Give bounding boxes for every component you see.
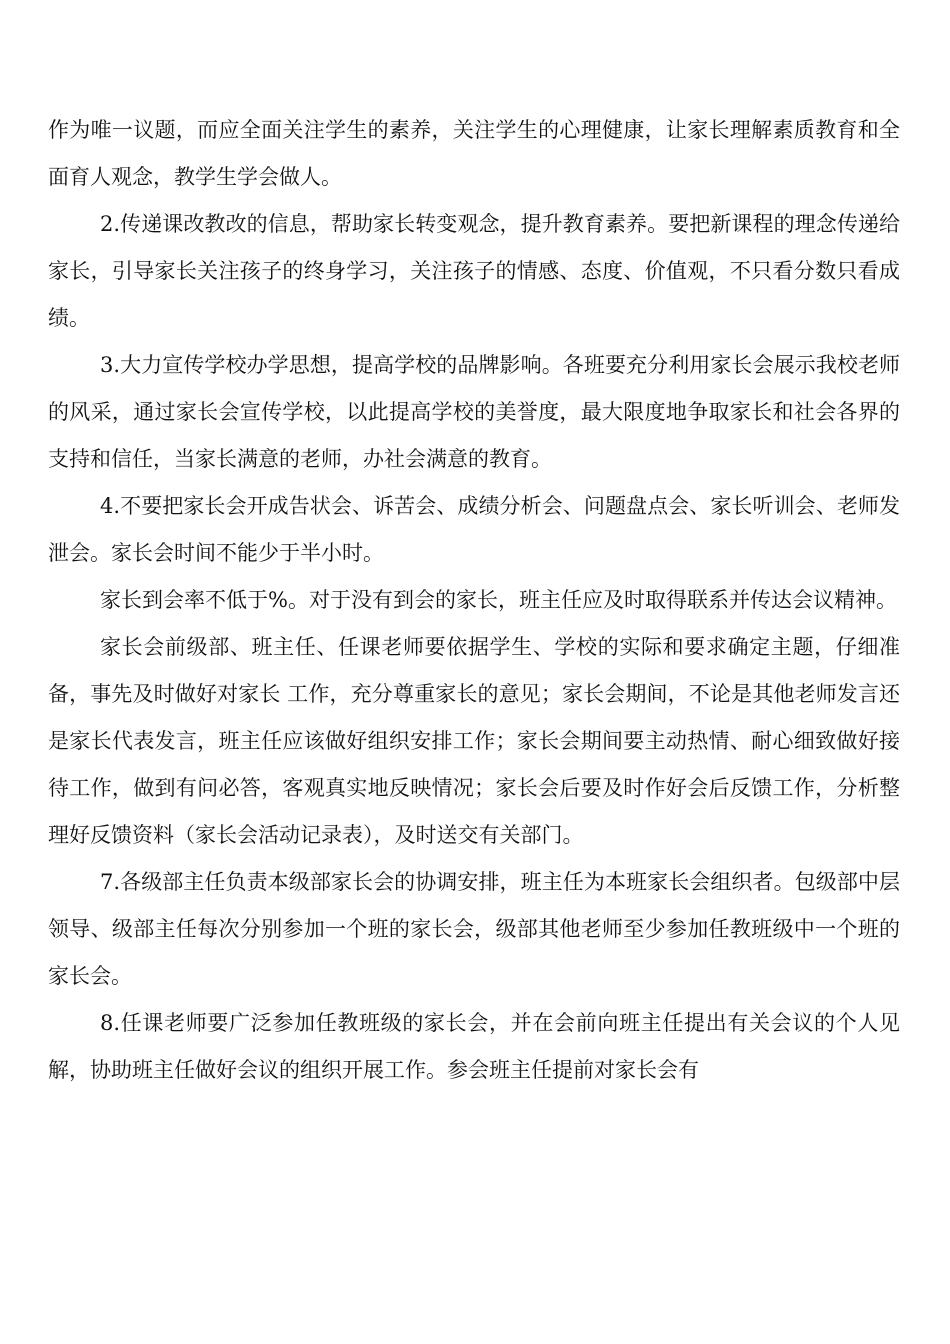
paragraph-5: 家长到会率不低于%。对于没有到会的家长，班主任应及时取得联系并传达会议精神。 <box>100 588 897 612</box>
document-body <box>48 107 900 1094</box>
paragraph-2: 2.传递课改教改的信息，帮助家长转变观念，提升教育素养。要把新课程的理念传递给家长，引导家长关注孩子的终身学习，关注孩子的情感、态度、价值观，不只看分数只看成绩。 <box>48 212 900 330</box>
paragraph-8: 8.任课老师要广泛参加任教班级的家长会，并在会前向班主任提出有关会议的个人见解，协助班主任做好会议的组织开展工作。参会班主任提前对家长会有 <box>48 1011 900 1082</box>
paragraph-3: 3.大力宣传学校办学思想，提高学校的品牌影响。各班要充分利用家长会展示我校老师的风采，通过家长会宣传学校，以此提高学校的美誉度，最大限度地争取家长和社会各界的支持和信任，当家长满意的老师，办社会满意的教育。 <box>48 353 900 471</box>
paragraph-4: 4.不要把家长会开成告状会、诉苦会、成绩分析会、问题盘点会、家长听训会、老师发泄会。家长会时间不能少于半小时。 <box>48 494 900 565</box>
paragraph-7: 7.各级部主任负责本级部家长会的协调安排，班主任为本班家长会组织者。包级部中层领导、级部主任每次分别参加一个班的家长会，级部其他老师至少参加任教班级中一个班的家长会。 <box>48 870 900 988</box>
paragraph-1: 作为唯一议题，而应全面关注学生的素养，关注学生的心理健康，让家长理解素质教育和全面育人观念，教学生学会做人。 <box>48 118 900 189</box>
paragraph-6: 家长会前级部、班主任、任课老师要依据学生、学校的实际和要求确定主题，仔细准备，事先及时做好对家长 工作，充分尊重家长的意见；家长会期间，不论是其他老师发言还是家长代表发言，班主任应该做好组织安排工作；家长会期间要主动热情、耐心细致做好接待工作，做到有问必答，客观真实地反映情况；家长会后要及时作好会后反馈工作，分析整理好反馈资料（家长会活动记录表），及时送交有关部门。 <box>48 635 900 847</box>
